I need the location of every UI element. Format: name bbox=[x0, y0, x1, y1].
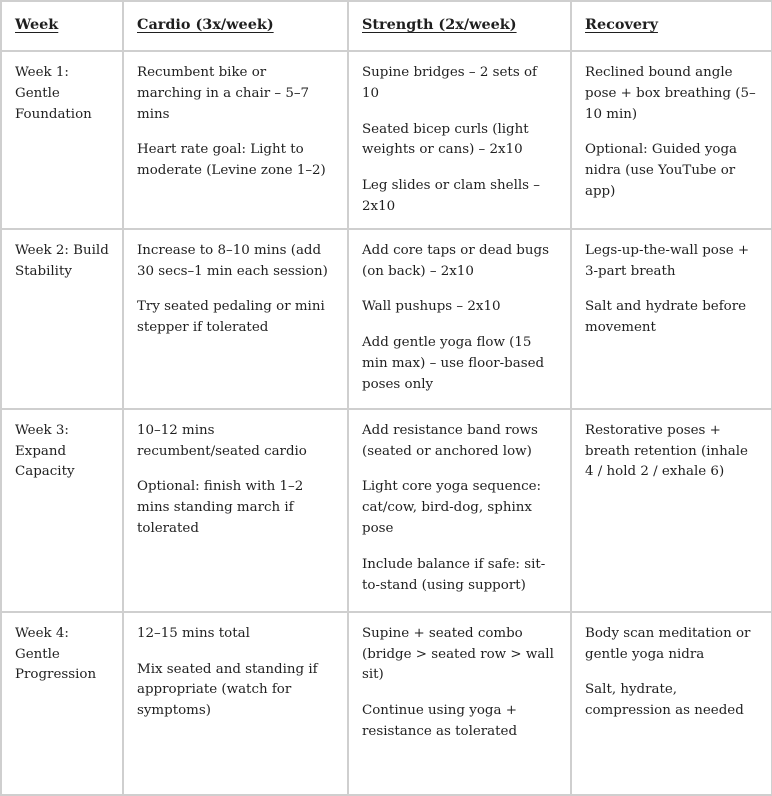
week-cell bbox=[1, 229, 123, 409]
strength-item: Wall pushups – 2x10 bbox=[362, 299, 501, 315]
cardio-item: Optional: finish with 1–2 mins standing march if tolerated bbox=[137, 479, 304, 536]
week-label: Week 4: Gentle Progression bbox=[15, 625, 97, 683]
strength-item: Add gentle yoga flow (15 min max) – use floor-based poses only bbox=[362, 335, 545, 392]
strength-cell bbox=[348, 409, 571, 612]
strength-cell bbox=[348, 612, 571, 795]
recovery-cell bbox=[571, 229, 772, 409]
cardio-item: Recumbent bike or marching in a chair – 5–7 mins bbox=[137, 65, 310, 122]
strength-item: Include balance if safe: sit-to-stand (using support) bbox=[362, 556, 546, 593]
strength-item: Seated bicep curls (light weights or cans) – 2x10 bbox=[362, 121, 529, 158]
cardio-cell bbox=[123, 409, 348, 612]
cardio-item: Try seated pedaling or mini stepper if tolerated bbox=[137, 299, 325, 336]
week-cell bbox=[1, 409, 123, 612]
recovery-cell bbox=[571, 409, 772, 612]
header-strength: Strength (2x/week) bbox=[348, 1, 571, 51]
recovery-item: Salt and hydrate before movement bbox=[585, 299, 747, 336]
recovery-cell bbox=[571, 612, 772, 795]
recovery-item: Salt, hydrate, compression as needed bbox=[585, 682, 744, 719]
strength-item: Supine + seated combo (bridge > seated row > wall sit) bbox=[362, 625, 554, 683]
header-recovery: Recovery bbox=[571, 1, 772, 51]
cardio-item: 10–12 mins recumbent/seated cardio bbox=[137, 422, 307, 459]
recovery-item: Reclined bound angle pose + box breathing (5–10 min) bbox=[585, 65, 756, 122]
week-label: Week 1: Gentle Foundation bbox=[15, 65, 92, 122]
cardio-cell bbox=[123, 612, 348, 795]
strength-cell bbox=[348, 229, 571, 409]
week-cell bbox=[1, 612, 123, 795]
strength-item: Add core taps or dead bugs (on back) – 2x10 bbox=[362, 242, 549, 279]
table-header-row bbox=[1, 1, 772, 51]
strength-item: Light core yoga sequence: cat/cow, bird-dog, sphinx pose bbox=[362, 479, 542, 536]
strength-item: Continue using yoga + resistance as tolerated bbox=[362, 703, 518, 739]
week-label: Week 3: Expand Capacity bbox=[15, 422, 75, 480]
strength-item: Supine bridges – 2 sets of 10 bbox=[362, 65, 537, 101]
strength-item: Leg slides or clam shells – 2x10 bbox=[362, 178, 540, 214]
cardio-item: Heart rate goal: Light to moderate (Levine zone 1–2) bbox=[137, 142, 326, 179]
cardio-cell bbox=[123, 229, 348, 409]
week-cell bbox=[1, 51, 123, 229]
cardio-item: Mix seated and standing if appropriate (watch for symptoms) bbox=[137, 661, 318, 719]
recovery-item: Body scan meditation or gentle yoga nidra bbox=[585, 625, 751, 662]
cardio-item: Increase to 8–10 mins (add 30 secs–1 min each session) bbox=[137, 242, 328, 279]
week-label: Week 2: Build Stability bbox=[15, 242, 109, 279]
table-row bbox=[1, 51, 772, 229]
recovery-item: Restorative poses + breath retention (inhale 4 / hold 2 / exhale 6) bbox=[585, 422, 748, 480]
recovery-item: Optional: Guided yoga nidra (use YouTube or app) bbox=[585, 142, 738, 199]
table-row bbox=[1, 612, 772, 795]
strength-item: Add resistance band rows (seated or anchored low) bbox=[362, 422, 538, 459]
header-cardio: Cardio (3x/week) bbox=[123, 1, 348, 51]
recovery-cell bbox=[571, 51, 772, 229]
table-row bbox=[1, 409, 772, 612]
strength-cell bbox=[348, 51, 571, 229]
cardio-item: 12–15 mins total bbox=[137, 625, 250, 641]
cardio-cell bbox=[123, 51, 348, 229]
recovery-item: Legs-up-the-wall pose + 3-part breath bbox=[585, 242, 750, 279]
table-row bbox=[1, 229, 772, 409]
header-week: Week bbox=[1, 1, 123, 51]
